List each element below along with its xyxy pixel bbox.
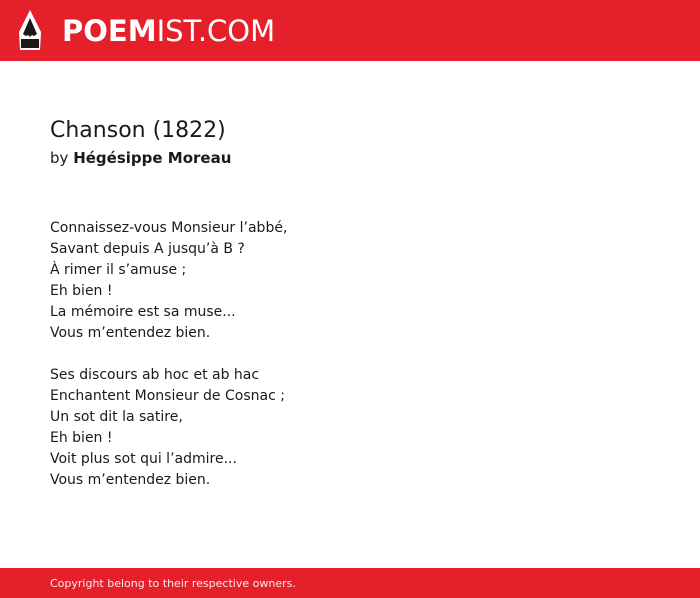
logo-wordmark [62,11,275,51]
poem-line: Voit plus sot qui l’admire... [50,451,237,467]
byline-label: by [50,149,69,167]
poem-line: Un sot dit la satire, [50,409,183,425]
logo-wordmark-bold: POEM [62,13,157,48]
logo-wordmark-light: IST.COM [156,13,276,48]
poem-byline [50,148,650,169]
poem-line: À rimer il s’amuse ; [50,262,187,278]
poem-line: La mémoire est sa muse... [50,304,236,320]
poem-line: Vous m’entendez bien. [50,472,211,488]
site-header [0,0,700,61]
poem-body [50,218,650,491]
poem-content [50,116,650,512]
poem-line: Connaissez-vous Monsieur l’abbé, [50,220,288,236]
poem-line: Eh bien ! [50,430,113,446]
poem-line: Vous m’entendez bien. [50,325,211,341]
site-footer [0,568,700,598]
site-logo-link[interactable] [17,9,275,52]
poem-line: Savant depuis A jusqu’à B ? [50,241,245,257]
pen-nib-icon [17,9,43,52]
poem-line: Ses discours ab hoc et ab hac [50,367,260,383]
copyright-notice: Copyright belong to their respective owners. [50,577,296,590]
poem-line: Enchantent Monsieur de Cosnac ; [50,388,285,404]
poem-stanza [50,218,650,344]
poem-line: Eh bien ! [50,283,113,299]
poem-stanza [50,365,650,491]
poem-title: Chanson (1822) [50,118,226,143]
poem-author-link[interactable]: Hégésippe Moreau [73,149,232,167]
